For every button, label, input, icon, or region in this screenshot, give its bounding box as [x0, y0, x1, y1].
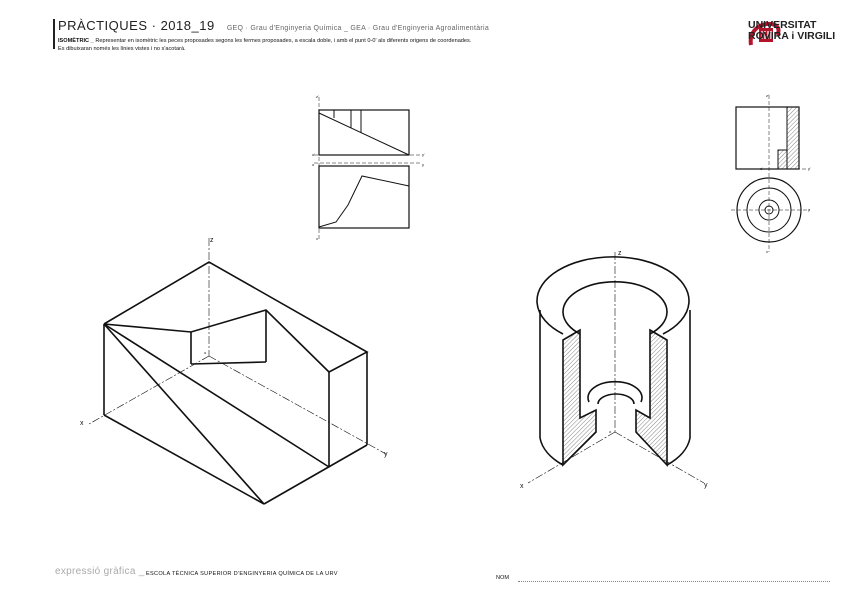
iso-left-bottom-edge [104, 415, 264, 504]
iso-left-z-label: z [210, 237, 214, 244]
ortho-front-diagonal [319, 113, 409, 155]
ortho-right-hatch-1 [787, 107, 799, 169]
ortho-right-x-label: x [766, 249, 768, 254]
ortho-left-y-label: y' [422, 152, 425, 157]
ortho-top-profile [319, 176, 409, 227]
ortho-views-left [314, 97, 422, 240]
instruction-line-2: Es dibuixaran només les línies vistes i no s'acotarà. [58, 45, 186, 52]
ortho-right-hatch-2 [778, 150, 787, 169]
footer-school: ESCOLA TÈCNICA SUPERIOR D'ENGINYERIA QUÍMICA DE LA URV [146, 571, 338, 577]
university-name-line2: ROVIRA i VIRGILI [748, 30, 836, 42]
page-subtitle: GEQ · Grau d'Enginyeria Química _ GEA · Grau d'Enginyeria Agroalimentària [226, 25, 490, 32]
ortho-right-y-label-2: y [808, 207, 810, 212]
iso-left-top-outline [104, 262, 367, 372]
ortho-left-y-label-2: y [422, 162, 424, 167]
iso-right-o-label: o [609, 429, 612, 434]
ortho-left-x-label: x [316, 236, 318, 241]
iso-right-bottom-left [540, 438, 563, 465]
iso-right-y-label: y [704, 482, 708, 489]
university-name-line1: UNIVERSITAT [748, 19, 817, 31]
ortho-right-z-label: z' [766, 93, 769, 98]
iso-left-slot-floor [191, 362, 266, 364]
name-label: NOM [496, 575, 510, 581]
page-title: PRÀCTIQUES · 2018_19 [58, 18, 215, 33]
ortho-right-y-label: y' [808, 166, 811, 171]
ortho-right-o-label: o' [760, 166, 763, 171]
iso-right-hatch-left [563, 330, 596, 465]
iso-right-z-label: z [618, 250, 622, 257]
iso-right-bottom-right [667, 438, 690, 465]
iso-left-o-label: o [204, 350, 207, 355]
instruction-heading: ISOMÈTRIC _ [58, 38, 94, 44]
footer-brand: expressió gràfica _ [55, 566, 145, 577]
iso-right-hatch-right [636, 330, 667, 465]
iso-left-x-label: x [80, 420, 84, 427]
ortho-left-o-label-2: o [312, 162, 315, 167]
iso-right-outer-top [537, 257, 689, 334]
iso-right-x-label: x [520, 483, 524, 490]
ortho-views-right [731, 95, 810, 252]
iso-right-boss-hole [598, 394, 634, 404]
ortho-left-o-label: o' [312, 152, 315, 157]
iso-left-y-axis [209, 356, 386, 454]
iso-left-diagonal-2 [104, 324, 329, 467]
instruction-text-1: Representar en isomètric les peces proposades segons les fermes proposades, a escala doble, i amb el punt 0-0' als diferents origens de coordenades. [95, 38, 472, 44]
iso-left-y-label: y [384, 451, 388, 458]
isometric-piece-right [528, 252, 704, 483]
iso-left-x-axis [89, 356, 209, 424]
iso-left-diagonal-1 [104, 324, 264, 504]
name-field-line[interactable] [518, 581, 830, 582]
iso-left-bottom-right [264, 445, 367, 504]
ortho-top-view [319, 166, 409, 228]
ortho-left-z-label: z' [316, 94, 319, 99]
isometric-piece-left [89, 238, 386, 504]
